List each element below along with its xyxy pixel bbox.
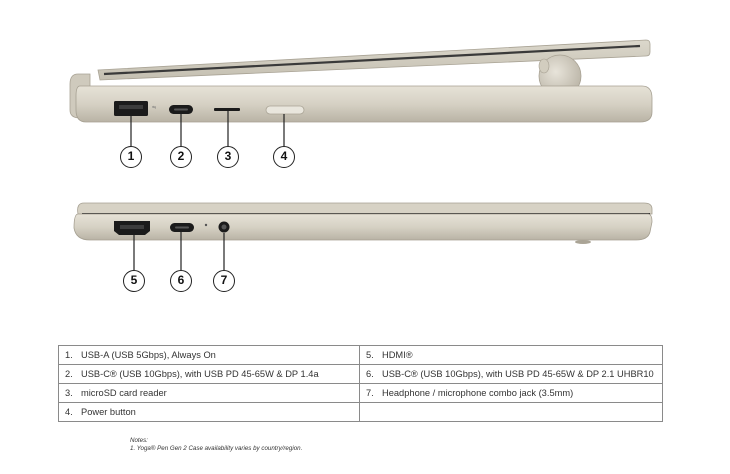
table-row xyxy=(59,403,663,422)
callout-2: 2 xyxy=(170,146,192,168)
empty-cell xyxy=(360,403,663,422)
hdmi-port-tongue xyxy=(120,225,144,229)
port-label: Headphone / microphone combo jack (3.5mm) xyxy=(382,388,574,398)
pen-tip xyxy=(539,59,549,73)
port-number: 5. xyxy=(366,350,374,360)
port-label: USB-A (USB 5Gbps), Always On xyxy=(81,350,216,360)
notes-line: 1. Yoga® Pen Gen 2 Case availability varies by country/region. xyxy=(130,445,303,452)
port-label: HDMI® xyxy=(382,350,413,360)
rubber-foot xyxy=(575,240,591,244)
usb-logo-mark: ⇋ xyxy=(152,105,157,111)
ports-legend-table xyxy=(58,345,663,422)
port-number: 7. xyxy=(366,388,374,398)
table-row xyxy=(59,365,663,384)
laptop-bottom-side-view xyxy=(74,203,652,270)
callout-7: 7 xyxy=(213,270,235,292)
port-cell-6 xyxy=(360,365,663,384)
port-label: Power button xyxy=(81,407,136,417)
audio-jack-inner xyxy=(222,225,227,230)
port-cell-3 xyxy=(59,384,360,403)
table-row xyxy=(59,346,663,365)
port-cell-7 xyxy=(360,384,663,403)
notes-block xyxy=(130,437,302,453)
port-cell-4 xyxy=(59,403,360,422)
port-number: 2. xyxy=(65,369,73,379)
callout-1: 1 xyxy=(120,146,142,168)
usb-c-port-1-tongue xyxy=(174,109,188,111)
port-label: USB-C® (USB 10Gbps), with USB PD 45-65W & DP 2.1 UHBR10 xyxy=(382,369,654,379)
port-label: USB-C® (USB 10Gbps), with USB PD 45-65W & DP 1.4a xyxy=(81,369,319,379)
callout-5: 5 xyxy=(123,270,145,292)
callout-6: 6 xyxy=(170,270,192,292)
callout-3: 3 xyxy=(217,146,239,168)
port-cell-5 xyxy=(360,346,663,365)
laptop-base xyxy=(76,86,652,122)
port-number: 1. xyxy=(65,350,73,360)
closed-base xyxy=(74,214,652,240)
callout-4: 4 xyxy=(273,146,295,168)
port-cell-1 xyxy=(59,346,360,365)
microsd-slot xyxy=(214,108,240,111)
port-cell-2 xyxy=(59,365,360,384)
power-button xyxy=(266,106,304,114)
laptop-top-side-view xyxy=(70,40,652,146)
port-number: 6. xyxy=(366,369,374,379)
port-number: 3. xyxy=(65,388,73,398)
table-row xyxy=(59,384,663,403)
closed-lid xyxy=(78,203,652,214)
port-label: microSD card reader xyxy=(81,388,167,398)
usb-c-port-2-tongue xyxy=(175,227,189,229)
notes-heading: Notes: xyxy=(130,437,148,444)
status-led xyxy=(205,224,207,226)
port-number: 4. xyxy=(65,407,73,417)
usb-a-port-tongue xyxy=(119,105,143,109)
